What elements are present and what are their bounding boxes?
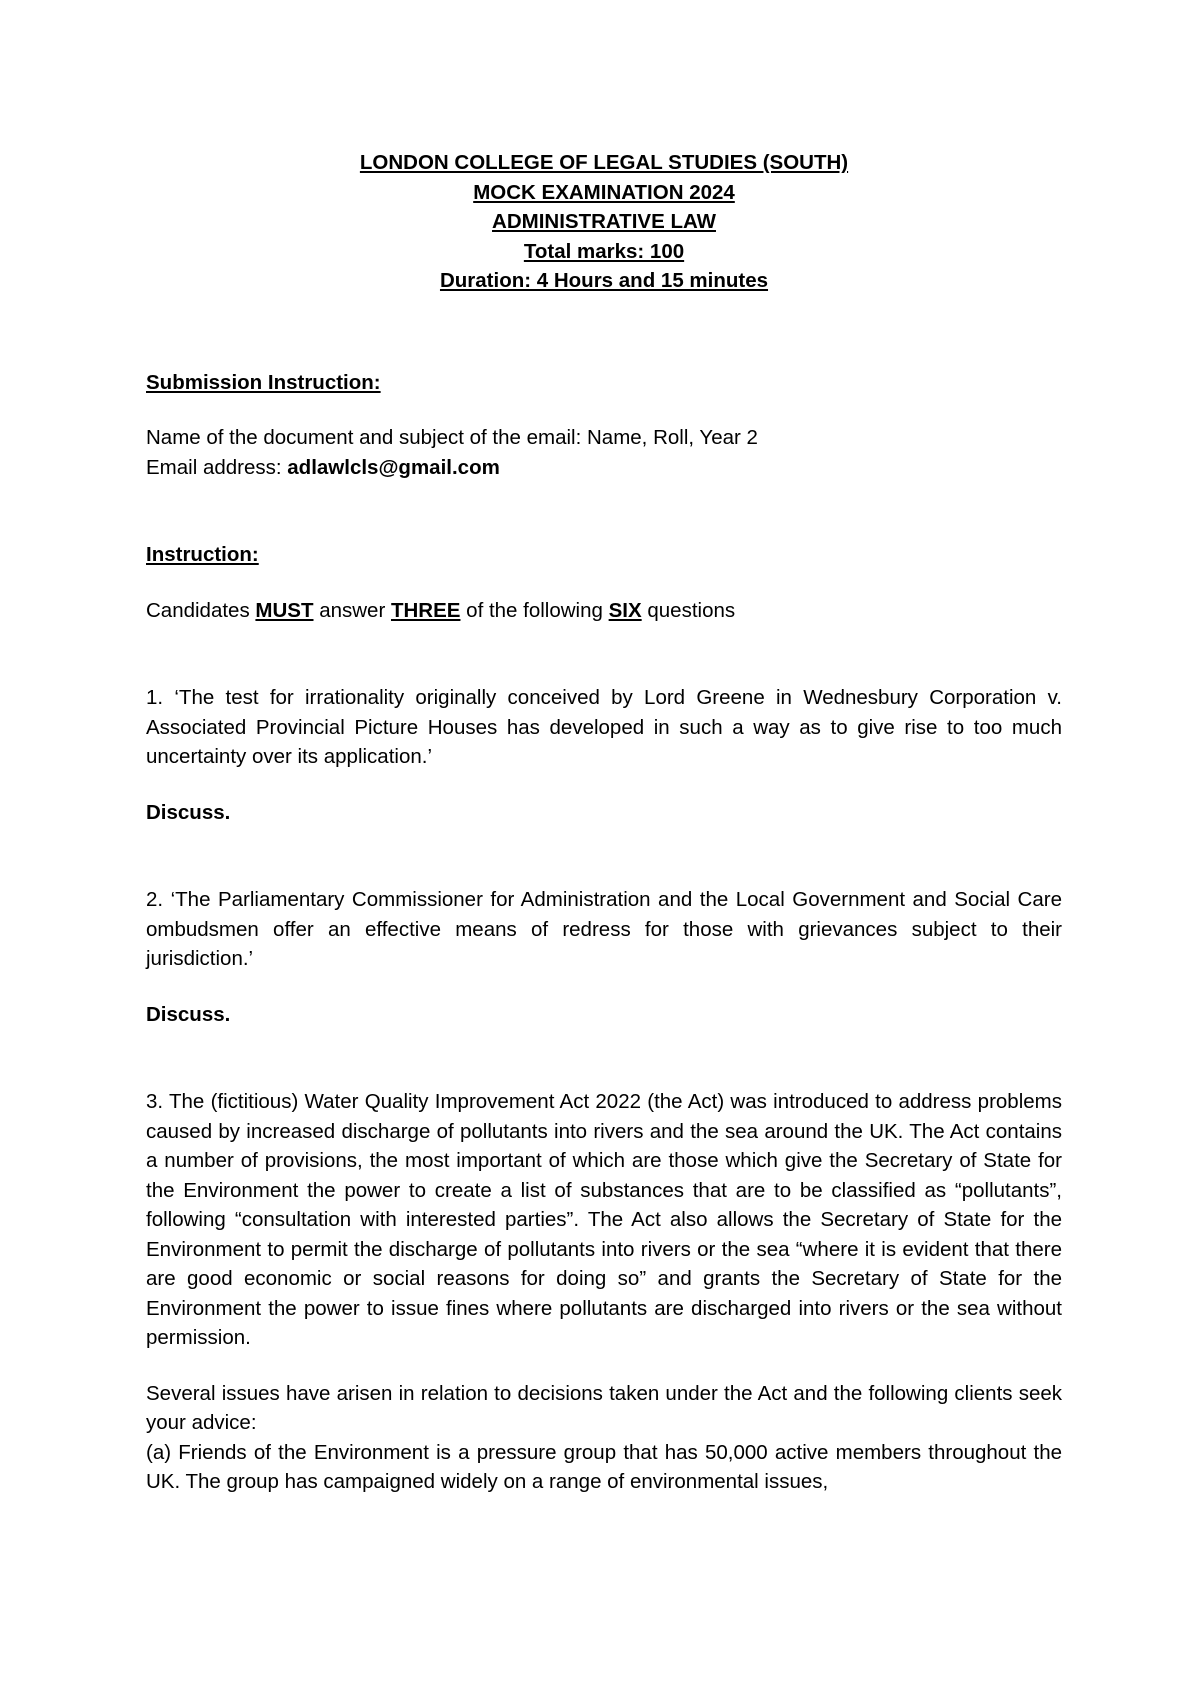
question-2-discuss: Discuss. xyxy=(146,1002,231,1026)
email-label: Email address: xyxy=(146,455,288,479)
instruction-text xyxy=(146,596,1062,626)
instruction-three: THREE xyxy=(390,598,461,622)
email-address[interactable]: adlawlcls@gmail.com xyxy=(287,455,500,479)
question-2: 2. ‘The Parliamentary Commissioner for Administration and the Local Government and Social Care ombudsmen offer an effective means of redress for those with grievances subject to their jurisdiction.’ xyxy=(146,888,1062,970)
instruction-six: SIX xyxy=(608,598,642,622)
question-3-part-a: (a) Friends of the Environment is a pressure group that has 50,000 active members throughout the UK. The group has campaigned widely on a range of environmental issues, xyxy=(146,1440,1062,1493)
question-1-discuss: Discuss. xyxy=(146,800,231,824)
exam-duration: Duration: 4 Hours and 15 minutes xyxy=(439,269,769,292)
instruction-part: of the following xyxy=(460,598,609,622)
college-name: LONDON COLLEGE OF LEGAL STUDIES (SOUTH) xyxy=(359,151,849,174)
question-1: 1. ‘The test for irrationality originally conceived by Lord Greene in Wednesbury Corporation v. Associated Provincial Picture Houses has developed in such a way as to give rise to too much uncertainty over its application.’ xyxy=(146,686,1062,768)
instruction-part: questions xyxy=(641,598,736,622)
document-body xyxy=(146,148,1062,1497)
total-marks: Total marks: 100 xyxy=(523,239,685,263)
exam-header xyxy=(146,148,1062,296)
instruction-part: answer xyxy=(313,598,391,622)
exam-title: MOCK EXAMINATION 2024 xyxy=(473,180,735,204)
question-3-issues: Several issues have arisen in relation to decisions taken under the Act and the following clients seek your advice: xyxy=(146,1381,1062,1434)
question-3: 3. The (fictitious) Water Quality Improvement Act 2022 (the Act) was introduced to address problems caused by increased discharge of pollutants into rivers and the sea around the UK. The Act contains a number of provisions, the most important of which are those which give the Secretary of State for the Environment the power to create a list of substances that are to be classified as “pollutants”, following “consultation with interested parties”. The Act also allows the Secretary of State for the Environment to permit the discharge of pollutants into rivers or the sea “where it is evident that there are good economic or social reasons for doing so” and grants the Secretary of State for the Environment the power to issue fines where pollutants are discharged into rivers or the sea without permission. xyxy=(146,1090,1062,1349)
instruction-must: MUST xyxy=(255,598,314,622)
submission-heading: Submission Instruction: xyxy=(146,370,381,394)
instruction-part: Candidates xyxy=(146,598,256,622)
email-line xyxy=(146,453,1062,483)
document-name-instruction: Name of the document and subject of the email: Name, Roll, Year 2 xyxy=(146,426,758,449)
subject-title: ADMINISTRATIVE LAW xyxy=(492,210,716,233)
instruction-heading: Instruction: xyxy=(146,543,259,566)
